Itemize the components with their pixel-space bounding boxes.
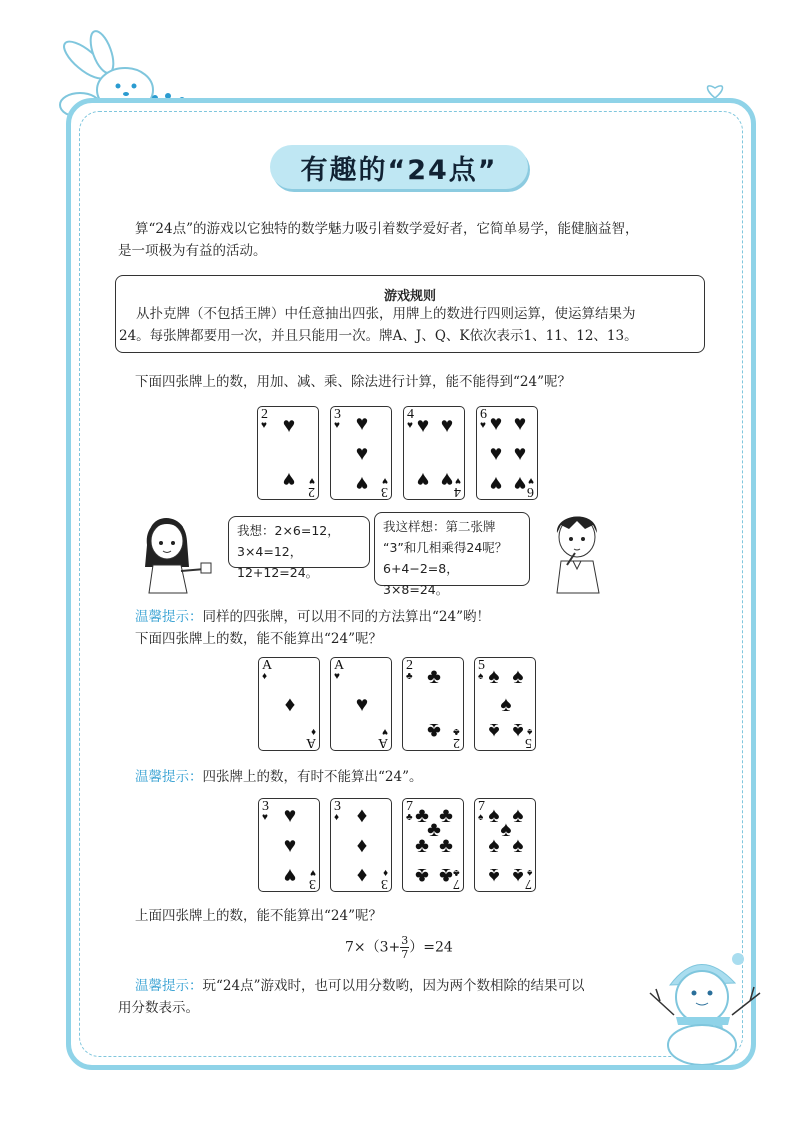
card-suit-icon: ♥	[262, 812, 268, 823]
card-pip-icon: ♥	[416, 413, 430, 437]
card-rank-bottom: A	[305, 735, 316, 750]
card-suit-icon: ♥	[334, 671, 340, 682]
card-rank-bottom: 7	[525, 876, 532, 891]
card-suit-icon: ♥	[407, 420, 413, 431]
girl-illustration	[135, 505, 220, 595]
card-pip-icon: ♥	[355, 692, 369, 716]
playing-card	[474, 798, 536, 892]
card-pip-icon: ♠	[512, 833, 524, 857]
intro-line-1: 算“24点”的游戏以它独特的数学魅力吸引着数学爱好者，它简单易学，能健脑益智，	[135, 221, 639, 237]
question-1: 下面四张牌上的数，用加、减、乘、除法进行计算，能不能得到“24”呢？	[135, 374, 571, 390]
card-pip-icon: ♣	[427, 817, 441, 841]
tip-3	[135, 975, 584, 997]
card-suit-icon: ♠	[478, 671, 484, 682]
card-pip-icon: ♥	[283, 864, 297, 888]
tip-3-label: 温馨提示：	[135, 978, 203, 994]
card-suit-icon: ♣	[406, 671, 413, 682]
tip-2	[135, 766, 422, 788]
card-suit-icon: ♦	[262, 671, 268, 682]
playing-card	[257, 406, 319, 500]
card-suit-icon-bottom: ♦	[310, 726, 316, 737]
card-suit-icon-bottom: ♠	[526, 867, 532, 878]
card-rank: 3	[262, 799, 269, 814]
formula-suffix: ）=24	[409, 939, 453, 956]
formula-fraction	[400, 935, 409, 960]
rules-box	[115, 275, 705, 353]
card-rank: 6	[480, 407, 487, 422]
card-pip-icon: ♥	[282, 413, 296, 437]
tip-2-label: 温馨提示：	[135, 769, 203, 785]
formula-prefix: 7×（3+	[345, 939, 401, 956]
question-3: 上面四张牌上的数，能不能算出“24”呢？	[135, 908, 382, 924]
page-title: 有趣的“24点”	[270, 145, 528, 189]
card-pip-icon: ♦	[356, 803, 368, 827]
fraction-numerator: 3	[401, 934, 409, 947]
playing-card	[330, 406, 392, 500]
girl-bubble-line-1: 我想：2×6=12，	[237, 523, 340, 538]
card-suit-icon-bottom: ♠	[526, 726, 532, 737]
snowman-icon	[640, 945, 770, 1065]
card-pip-icon: ♥	[489, 472, 503, 496]
playing-card	[476, 406, 538, 500]
card-rank-bottom: 2	[453, 735, 460, 750]
card-rank: 7	[406, 799, 413, 814]
card-pip-icon: ♥	[355, 411, 369, 435]
card-rank: 3	[334, 799, 341, 814]
card-pip-icon: ♦	[356, 864, 368, 888]
card-suit-icon-bottom: ♣	[453, 726, 460, 737]
card-pip-icon: ♥	[489, 411, 503, 435]
girl-speech-bubble	[228, 516, 370, 580]
boy-bubble-line-1: 我这样想：第二张牌	[383, 519, 496, 534]
card-pip-icon: ♠	[488, 803, 500, 827]
card-suit-icon-bottom: ♥	[309, 475, 315, 486]
card-suit-icon-bottom: ♥	[455, 475, 461, 486]
card-pip-icon: ♥	[489, 441, 503, 465]
playing-card	[330, 657, 392, 751]
card-pip-icon: ♣	[415, 803, 429, 827]
card-suit-icon: ♥	[261, 420, 267, 431]
card-rank: 5	[478, 658, 485, 673]
card-pip-icon: ♣	[427, 664, 441, 688]
intro-line-2: 是一项极为有益的活动。	[118, 243, 267, 259]
card-suit-icon: ♠	[478, 812, 484, 823]
card-suit-icon-bottom: ♥	[310, 867, 316, 878]
card-pip-icon: ♥	[283, 803, 297, 827]
card-pip-icon: ♠	[488, 664, 500, 688]
card-rank-bottom: A	[377, 735, 388, 750]
playing-card	[330, 798, 392, 892]
boy-bubble-line-2: “3”和几相乘得24呢？	[383, 540, 508, 555]
card-pip-icon: ♥	[513, 441, 527, 465]
card-rank: 2	[406, 658, 413, 673]
card-pip-icon: ♥	[513, 472, 527, 496]
playing-card	[258, 657, 320, 751]
card-pip-icon: ♠	[500, 692, 512, 716]
card-rank-bottom: 2	[308, 484, 315, 499]
tip-3-line-2: 用分数表示。	[118, 1000, 199, 1016]
boy-illustration	[545, 505, 615, 595]
card-pip-icon: ♥	[416, 468, 430, 492]
card-suit-icon: ♥	[334, 420, 340, 431]
card-rank-bottom: 3	[381, 484, 388, 499]
playing-card	[474, 657, 536, 751]
girl-bubble-line-2: 3×4=12，12+12=24。	[237, 544, 319, 580]
playing-card	[402, 798, 464, 892]
card-pip-icon: ♠	[488, 719, 500, 743]
boy-bubble-line-3: 6+4−2=8，3×8=24。	[383, 561, 459, 597]
card-pip-icon: ♠	[500, 817, 512, 841]
card-suit-icon-bottom: ♦	[382, 867, 388, 878]
card-suit-icon-bottom: ♣	[453, 867, 460, 878]
card-pip-icon: ♠	[512, 664, 524, 688]
card-suit-icon-bottom: ♥	[382, 475, 388, 486]
card-pip-icon: ♦	[284, 692, 296, 716]
card-rank-bottom: 4	[454, 484, 461, 499]
card-suit-icon: ♦	[334, 812, 340, 823]
card-rank: 3	[334, 407, 341, 422]
card-rank-bottom: 7	[453, 876, 460, 891]
boy-speech-bubble	[374, 512, 530, 597]
card-pip-icon: ♥	[513, 411, 527, 435]
tip-2-text: 四张牌上的数，有时不能算出“24”。	[202, 769, 423, 785]
card-suit-icon: ♣	[406, 812, 413, 823]
card-pip-icon: ♠	[488, 864, 500, 888]
card-pip-icon: ♦	[356, 833, 368, 857]
card-pip-icon: ♣	[415, 864, 429, 888]
card-pip-icon: ♥	[440, 413, 454, 437]
card-rank-bottom: 3	[381, 876, 388, 891]
card-suit-icon-bottom: ♥	[382, 726, 388, 737]
card-rank: 4	[407, 407, 414, 422]
card-suit-icon-bottom: ♥	[528, 475, 534, 486]
card-pip-icon: ♥	[282, 468, 296, 492]
card-pip-icon: ♣	[439, 803, 453, 827]
tip-1-label: 温馨提示：	[135, 609, 203, 625]
card-rank: 7	[478, 799, 485, 814]
playing-card	[403, 406, 465, 500]
card-rank-bottom: 3	[309, 876, 316, 891]
playing-card	[402, 657, 464, 751]
card-rank: A	[262, 658, 273, 673]
card-suit-icon: ♥	[480, 420, 486, 431]
fraction-denominator: 7	[401, 948, 409, 961]
question-2: 下面四张牌上的数，能不能算出“24”呢？	[135, 631, 382, 647]
card-pip-icon: ♣	[427, 719, 441, 743]
card-pip-icon: ♠	[512, 803, 524, 827]
tip-3-text: 玩“24点”游戏时，也可以用分数哟，因为两个数相除的结果可以	[202, 978, 585, 994]
card-pip-icon: ♣	[439, 864, 453, 888]
card-rank: A	[334, 658, 345, 673]
card-pip-icon: ♠	[512, 864, 524, 888]
playing-card	[258, 798, 320, 892]
card-rank: 2	[261, 407, 268, 422]
rules-line-2: 24。每张牌都要用一次，并且只能用一次。牌A、J、Q、K依次表示1、11、12、13。	[119, 328, 638, 344]
rules-line-1: 从扑克牌（不包括王牌）中任意抽出四张，用牌上的数进行四则运算，使运算结果为	[136, 306, 636, 322]
card-pip-icon: ♣	[439, 833, 453, 857]
formula	[345, 935, 453, 960]
tip-1	[135, 606, 490, 628]
card-pip-icon: ♥	[283, 833, 297, 857]
rules-title: 游戏规则	[383, 289, 436, 304]
card-pip-icon: ♠	[488, 833, 500, 857]
card-rank-bottom: 5	[525, 735, 532, 750]
card-pip-icon: ♥	[355, 472, 369, 496]
card-pip-icon: ♥	[355, 441, 369, 465]
tip-1-text: 同样的四张牌，可以用不同的方法算出“24”哟！	[202, 609, 490, 625]
card-rank-bottom: 6	[527, 484, 534, 499]
card-pip-icon: ♣	[415, 833, 429, 857]
card-pip-icon: ♠	[512, 719, 524, 743]
card-pip-icon: ♥	[440, 468, 454, 492]
